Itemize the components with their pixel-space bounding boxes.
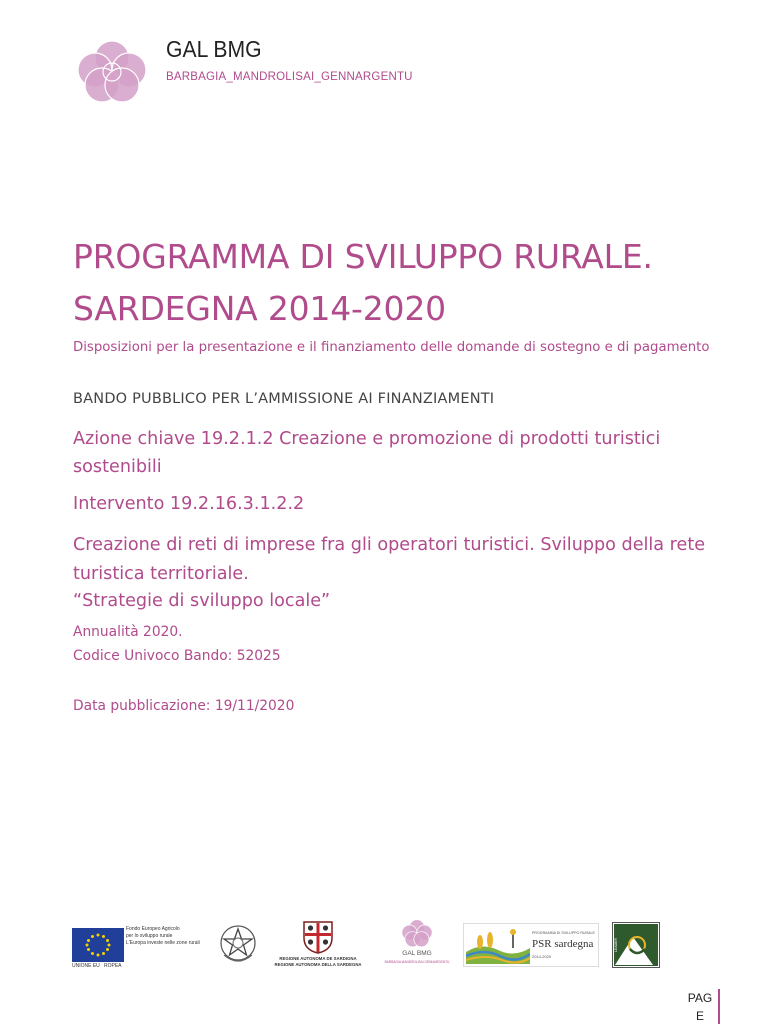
leader-logo — [612, 922, 660, 968]
eu-caption-left: UNIONE EU — [72, 963, 100, 969]
gal-bmg-flower-logo — [76, 38, 148, 104]
eu-feasr-logo — [72, 926, 200, 972]
leader-emblem-icon — [613, 923, 659, 967]
gal-caption-1: GAL BMG — [402, 950, 432, 957]
sardegna-caption-2: REGIONE AUTONOMA DELLA SARDEGNA — [274, 962, 362, 967]
creazione-text: Creazione di reti di imprese fra gli operatori turistici. Sviluppo della rete turistica territoriale. — [73, 535, 706, 584]
document-title-line2: SARDEGNA 2014-2020 — [73, 289, 446, 328]
strategie-text: “Strategie di sviluppo locale” — [73, 591, 331, 611]
sardegna-coat-of-arms-icon — [300, 918, 336, 954]
codice-bando-text: Codice Univoco Bando: 52025 — [73, 648, 281, 664]
azione-chiave-text: Azione chiave 19.2.1.2 Creazione e promozione di prodotti turistici sostenibili — [73, 429, 661, 477]
regione-sardegna-logo — [272, 918, 364, 970]
gal-caption-2: BARBAGIA MANDROLISAI GENNARGENTU — [384, 960, 450, 964]
italian-republic-emblem-icon — [218, 921, 258, 967]
eu-text-line1: Fondo Europeo Agricolo — [126, 926, 180, 932]
psr-small-text: PROGRAMMA DI SVILUPPO RURALE — [532, 931, 595, 935]
psr-sardegna-logo — [463, 923, 599, 967]
data-pubblicazione-text: Data pubblicazione: 19/11/2020 — [73, 698, 295, 714]
page-label-line1: PAG — [687, 991, 713, 1005]
page-label — [686, 989, 714, 1025]
leader-text: LEADER — [614, 937, 618, 952]
document-title-line1: PROGRAMMA DI SVILUPPO RURALE. — [73, 237, 653, 276]
page-label-line2: E — [695, 1009, 704, 1023]
psr-landscape-icon — [466, 926, 530, 964]
brand-title: GAL BMG — [166, 36, 262, 62]
footer-logos — [0, 916, 770, 972]
psr-name-text: PSR sardegna — [532, 938, 594, 950]
brand-subtitle: BARBAGIA_MANDROLISAI_GENNARGENTU — [166, 71, 413, 83]
eu-caption-right: ROPEA — [104, 963, 122, 969]
page-label-bar — [718, 989, 720, 1024]
eu-text-line2: per lo sviluppo rurale — [126, 933, 173, 939]
intervento-text: Intervento 19.2.16.3.1.2.2 — [73, 494, 305, 514]
annualita-text: Annualità 2020. — [73, 624, 183, 640]
psr-years-text: 2014-2020 — [532, 954, 552, 959]
gal-bmg-small-flower-icon — [401, 918, 433, 948]
sardegna-caption-1: REGIONE AUTONOMA DE SARDIGNA — [279, 956, 357, 961]
disposizioni-text: Disposizioni per la presentazione e il finanziamento delle domande di sostegno e di pagamento — [73, 340, 710, 355]
bando-heading: BANDO PUBBLICO PER L’AMMISSIONE AI FINANZIAMENTI — [73, 391, 495, 407]
gal-bmg-small-logo — [382, 916, 452, 970]
eu-text-line3: L'Europa investe nelle zone rurali — [126, 940, 200, 946]
eu-flag-icon — [72, 928, 124, 962]
